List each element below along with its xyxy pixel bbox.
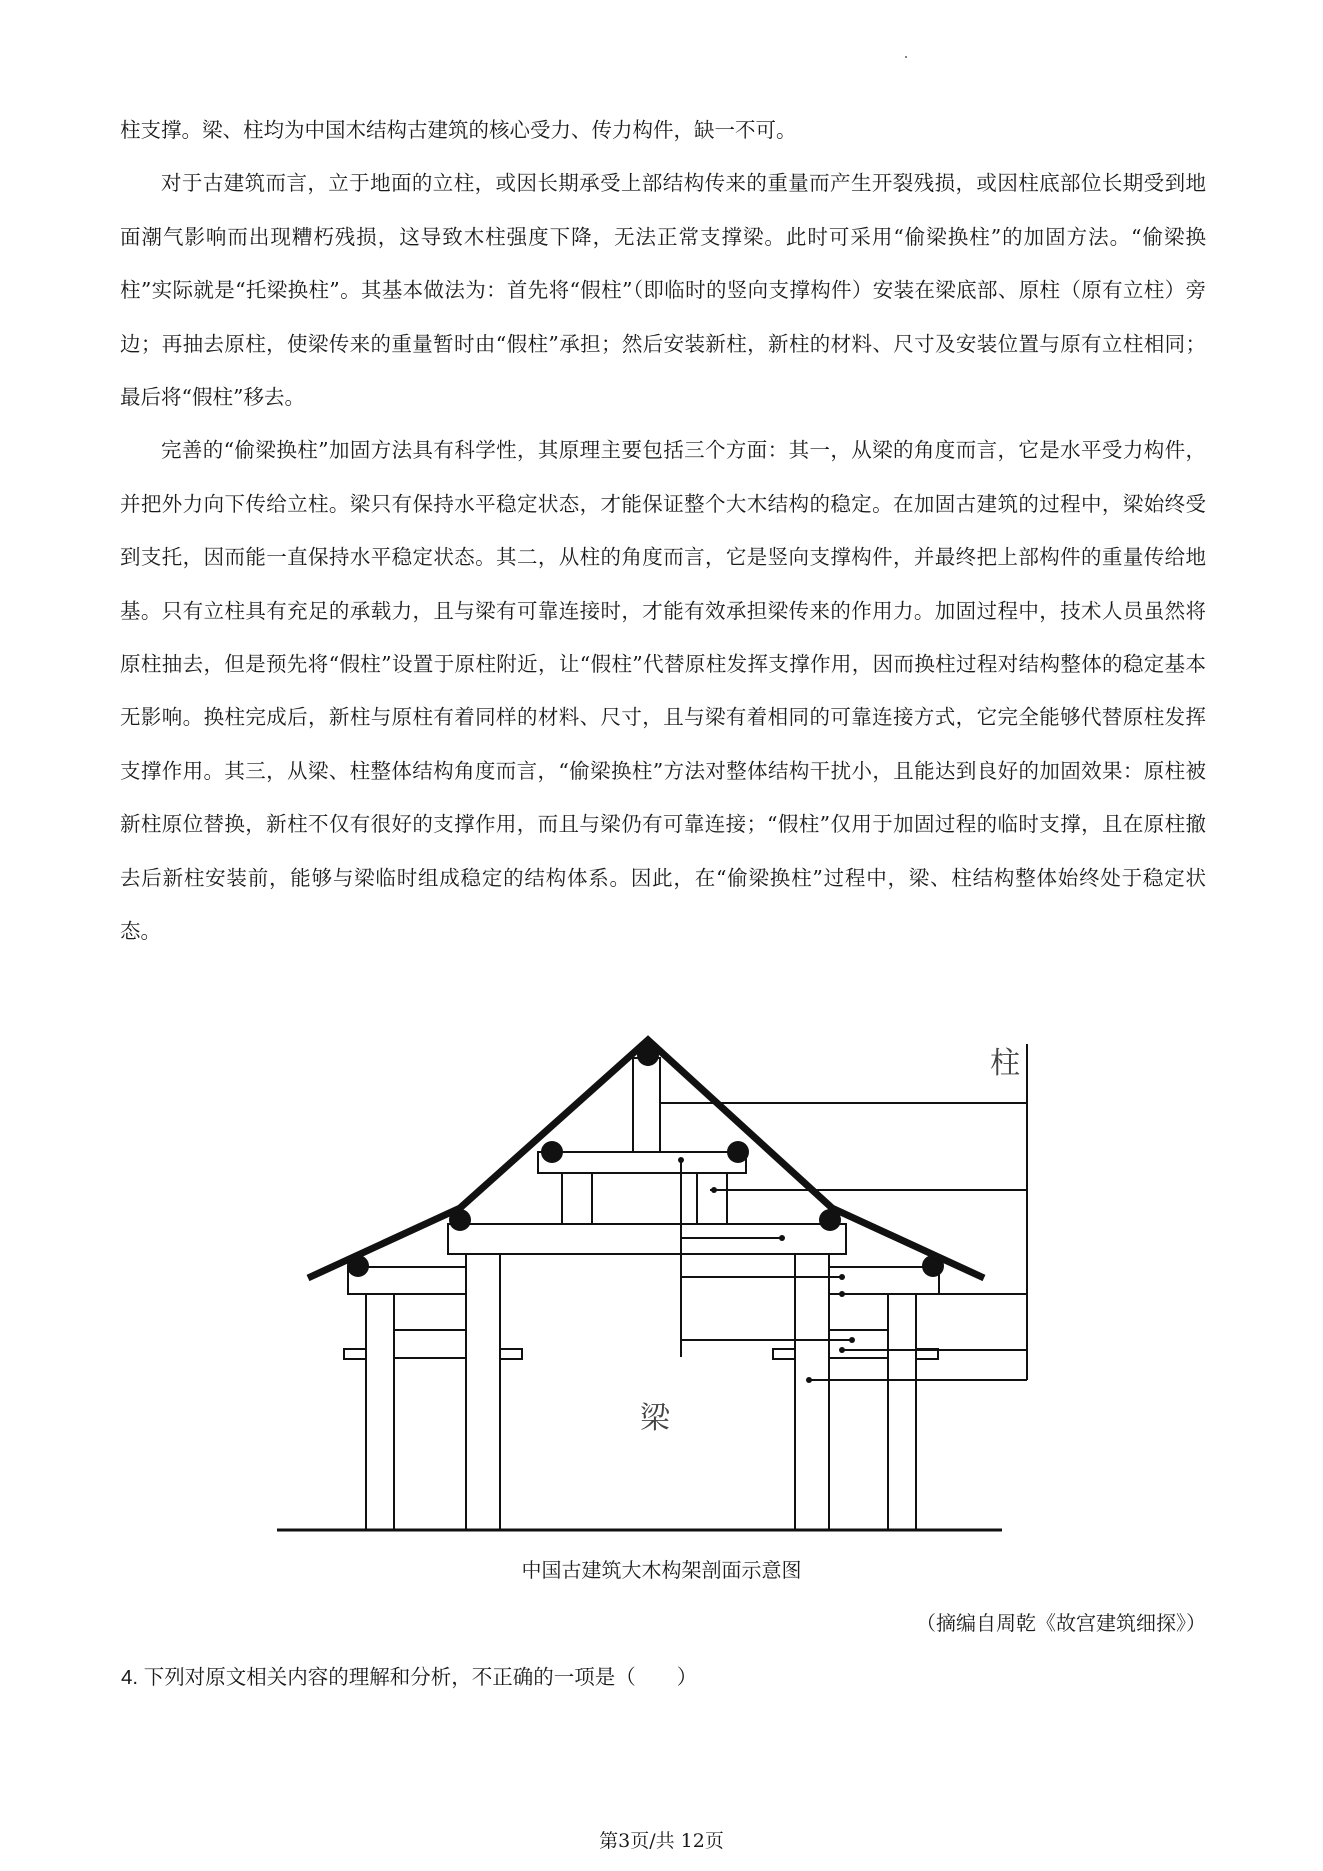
question-4: 4. 下列对原文相关内容的理解和分析，不正确的一项是（ ） — [121, 1666, 698, 1689]
left-tenon-out — [344, 1349, 366, 1359]
paragraph-2: 对于古建筑而言，立于地面的立柱，或因长期承受上部结构传来的重量而产生开裂残损，或因柱底部位长期受到地面潮气影响而出现糟朽残损，这导致木柱强度下降，无法正常支撑梁。此时可采用“偷梁换柱”的加固方法。“偷梁换柱”实际就是“托梁换柱”。其基本做法为：首先将“假柱”（即临时的竖向支撑构件）安装在梁底部、原柱（原有立柱）旁边；再抽去原柱，使梁传来的重量暂时由“假柱”承担；然后安装新柱，新柱的材料、尺寸及安装位置与原有立柱相同；最后将“假柱”移去。 — [120, 171, 1206, 410]
left-inner-column — [466, 1254, 500, 1530]
roof-outline — [308, 1040, 984, 1278]
figure-caption: 中国古建筑大木构架剖面示意图 — [521, 1558, 802, 1582]
right-upper-purlin — [727, 1141, 749, 1163]
scan-speck — [905, 56, 907, 58]
right-inner-column — [795, 1254, 829, 1530]
left-outer-column — [366, 1294, 394, 1530]
main-beam — [448, 1224, 846, 1254]
right-strut — [697, 1173, 727, 1224]
left-tie-beam — [394, 1330, 466, 1358]
right-tie-beam — [829, 1330, 888, 1358]
left-upper-purlin — [541, 1141, 563, 1163]
right-tenon-in — [773, 1349, 795, 1359]
right-outer-column — [888, 1294, 916, 1530]
upper-beam — [538, 1152, 746, 1173]
paragraph-1: 柱支撑。梁、柱均为中国木结构古建筑的核心受力、传力构件，缺一不可。 — [120, 118, 797, 142]
king-post — [633, 1058, 660, 1152]
timber-frame-diagram — [262, 1020, 1042, 1550]
right-eave-beam — [829, 1267, 939, 1294]
paragraph-3: 完善的“偷梁换柱”加固方法具有科学性，其原理主要包括三个方面：其一，从梁的角度而言，它是水平受力构件，并把外力向下传给立柱。梁只有保持水平稳定状态，才能保证整个大木结构的稳定。在加固古建筑的过程中，梁始终受到支托，因而能一直保持水平稳定状态。其二，从柱的角度而言，它是竖向支撑构件，并最终把上部构件的重量传给地基。只有立柱具有充足的承载力，且与梁有可靠连接时，才能有效承担梁传来的作用力。加固过程中，技术人员虽然将原柱抽去，但是预先将“假柱”设置于原柱附近，让“假柱”代替原柱发挥支撑作用，因而换柱过程对结构整体的稳定基本无影响。换柱完成后，新柱与原柱有着同样的材料、尺寸，且与梁有着相同的可靠连接方式，它完全能够代替原柱发挥支撑作用。其三，从梁、柱整体结构角度而言，“偷梁换柱”方法对整体结构干扰小，且能达到良好的加固效果：原柱被新柱原位替换，新柱不仅有很好的支撑作用，而且与梁仍有可靠连接；“假柱”仅用于加固过程的临时支撑，且在原柱撤去后新柱安装前，能够与梁临时组成稳定的结构体系。因此，在“偷梁换柱”过程中，梁、柱结构整体始终处于稳定状态。 — [120, 438, 1206, 944]
left-strut — [562, 1173, 592, 1224]
beam-label: 梁 — [640, 1401, 670, 1436]
left-tenon-in — [500, 1349, 522, 1359]
column-label: 柱 — [990, 1046, 1020, 1081]
page-footer: 第3页/共 12页 — [599, 1830, 724, 1852]
source-citation: （摘编自周乾《故宫建筑细探》） — [916, 1611, 1206, 1635]
article-body — [120, 104, 1206, 959]
